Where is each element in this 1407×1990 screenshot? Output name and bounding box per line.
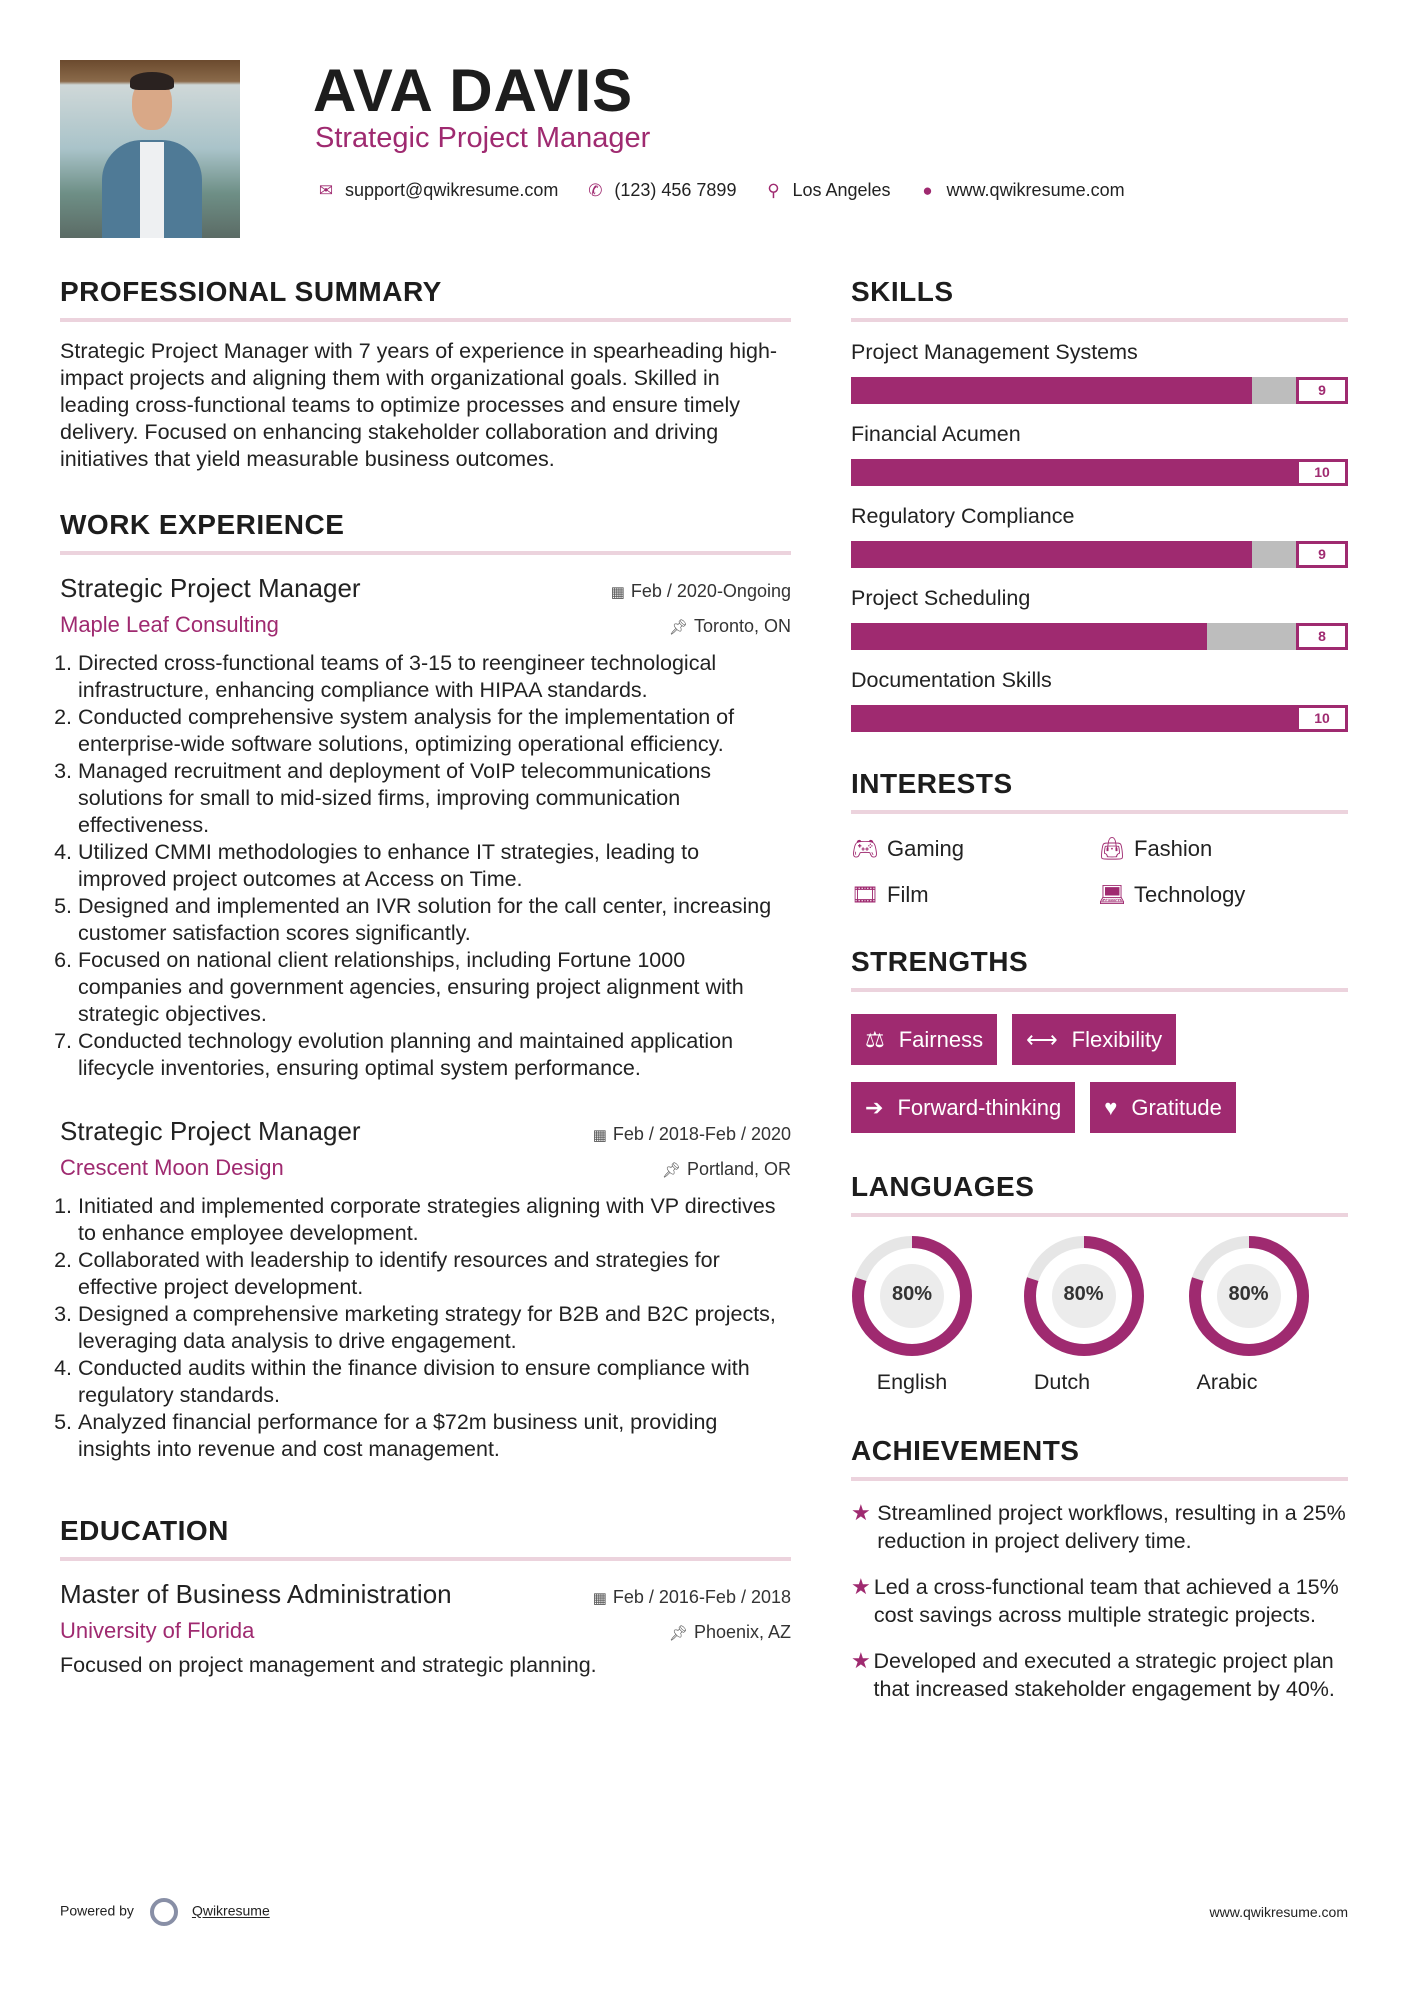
strength-label: Gratitude — [1131, 1094, 1222, 1120]
skills-heading: SKILLS — [851, 276, 1348, 322]
globe-icon: ● — [922, 180, 933, 200]
job-subheader — [60, 612, 791, 638]
job-location-wrap — [669, 616, 791, 637]
education-entry — [60, 1579, 791, 1679]
skill-value: 10 — [1296, 705, 1348, 732]
job-date-wrap — [611, 581, 791, 602]
skill-name: Financial Acumen — [851, 422, 1021, 446]
calendar-icon: ▦ — [592, 1127, 607, 1144]
education-location: Phoenix, AZ — [693, 1622, 791, 1642]
candidate-title: Strategic Project Manager — [315, 122, 651, 154]
strength-tag — [851, 1082, 1075, 1133]
skill-name: Project Scheduling — [851, 586, 1031, 610]
skill-bar-fill — [851, 459, 1348, 486]
interest-item — [1098, 882, 1348, 908]
skill-bar — [851, 623, 1326, 650]
skills-list — [851, 340, 1348, 732]
candidate-name: AVA DAVIS — [313, 57, 634, 124]
pin-icon: 📌︎ — [668, 1625, 688, 1642]
skill-bar — [851, 705, 1330, 732]
achievement-item — [851, 1499, 1348, 1555]
bullet-item: 4. Utilized CMMI methodologies to enhance IT strategies, leading to improved project outcomes at Access on Time. — [78, 839, 791, 893]
skill-value: 9 — [1296, 541, 1348, 568]
job-location-wrap — [662, 1159, 791, 1180]
interest-label: Gaming — [887, 836, 965, 861]
language-percent: 80% — [891, 1283, 933, 1305]
job-bullets — [60, 650, 791, 1082]
contact-3[interactable]: www.qwikresume.com — [946, 180, 1125, 200]
job-header — [60, 1116, 791, 1147]
languages-heading: LANGUAGES — [851, 1171, 1348, 1217]
skill-bar — [851, 459, 1330, 486]
language-percent: 80% — [1228, 1283, 1269, 1305]
skill-value: 9 — [1296, 377, 1348, 404]
language-name: English — [876, 1370, 948, 1394]
skill-bar-fill — [851, 541, 1252, 568]
language-item — [851, 1235, 1001, 1395]
strength-label: Forward-thinking — [897, 1094, 1062, 1120]
school: University of Florida — [60, 1618, 255, 1643]
job-date: Feb / 2018-Feb / 2020 — [612, 1124, 791, 1144]
bullet-item: 3. Designed a comprehensive marketing strategy for B2B and B2C projects, leveraging data analysis to drive engagement. — [78, 1301, 791, 1355]
bullet-item: 1. Directed cross-functional teams of 3-15 to reengineer technological infrastructure, enhancing compliance with HIPAA standards. — [78, 650, 791, 704]
footer — [60, 1898, 1348, 1926]
strength-label: Fairness — [898, 1026, 984, 1052]
pin-icon: 📌︎ — [661, 1162, 681, 1179]
strength-tag — [1090, 1082, 1236, 1133]
arrow-right-icon: ➔ — [865, 1094, 884, 1120]
summary-heading: PROFESSIONAL SUMMARY — [60, 276, 791, 322]
pin-icon: 📌︎ — [668, 619, 688, 636]
job-list — [60, 573, 791, 1463]
map-pin-icon: ⚲ — [767, 180, 780, 200]
qwikresume-logo-icon — [150, 1898, 178, 1926]
achievement-item — [851, 1573, 1348, 1629]
contact-row — [315, 180, 1143, 201]
strengths-heading: STRENGTHS — [851, 946, 1348, 992]
skill-bar-fill — [851, 623, 1207, 650]
summary-text: Strategic Project Manager with 7 years of experience in spearheading high-impact projects and aligning them with organizational goals. Skilled in leading cross-functional teams to optimize processes and ensure timely delivery. Focused on enhancing stakeholder collaboration and driving initiatives that yield measurable business outcomes. — [60, 339, 778, 471]
job-location: Toronto, ON — [693, 616, 791, 636]
experience-heading: WORK EXPERIENCE — [60, 509, 791, 555]
education-description: Focused on project management and strategic planning. — [60, 1653, 597, 1677]
language-item — [1166, 1235, 1331, 1395]
left-column — [60, 276, 791, 1679]
company-name: Crescent Moon Design — [60, 1155, 284, 1180]
interest-item — [1098, 836, 1348, 862]
bullet-item: 6. Focused on national client relationships, including Fortune 1000 companies and government agencies, ensuring project alignment with strategic objectives. — [78, 947, 791, 1028]
interest-item — [851, 882, 1098, 908]
degree: Master of Business Administration — [60, 1579, 452, 1609]
job-date: Feb / 2020-Ongoing — [630, 581, 791, 601]
powered-by-label: Powered by — [60, 1902, 134, 1919]
interest-label: Fashion — [1134, 836, 1213, 861]
skill-bar-fill — [851, 705, 1348, 732]
profile-photo — [60, 60, 240, 238]
interests-list — [851, 836, 1348, 908]
job-date-wrap — [593, 1124, 791, 1145]
strengths-list — [851, 1014, 1348, 1133]
contact-1: (123) 456 7899 — [614, 180, 737, 200]
skill-bar — [851, 541, 1326, 568]
language-item — [1001, 1235, 1166, 1395]
shopping-bag-icon: 👜︎ — [1098, 836, 1126, 861]
job-location: Portland, OR — [686, 1159, 791, 1179]
skill-value: 8 — [1296, 623, 1348, 650]
bullet-item: 2. Collaborated with leadership to identify resources and strategies for effective project development. — [78, 1247, 791, 1301]
balance-scale-icon: ⚖ — [865, 1026, 885, 1052]
job-title: Strategic Project Manager — [60, 1116, 361, 1146]
skill-bar-fill — [851, 377, 1252, 404]
language-name: Arabic — [1196, 1370, 1258, 1394]
job-entry — [60, 1116, 791, 1463]
film-icon: 🎞︎ — [851, 882, 879, 907]
calendar-icon: ▦ — [610, 584, 625, 601]
skill-value: 10 — [1296, 459, 1348, 486]
interests-heading: INTERESTS — [851, 768, 1348, 814]
language-percent: 80% — [1063, 1283, 1104, 1305]
job-bullets — [60, 1193, 791, 1463]
footer-website[interactable]: www.qwikresume.com — [1209, 1904, 1348, 1920]
brand-link[interactable]: Qwikresume — [191, 1902, 270, 1919]
education-date: Feb / 2016-Feb / 2018 — [612, 1587, 791, 1607]
phone-icon: ✆ — [588, 180, 603, 200]
star-icon: ★ — [851, 1500, 871, 1525]
job-subheader — [60, 1155, 791, 1181]
laptop-icon: 💻︎ — [1098, 882, 1126, 907]
achievements-list — [851, 1499, 1348, 1703]
calendar-icon: ▦ — [592, 1590, 607, 1607]
interest-label: Technology — [1134, 882, 1246, 907]
bullet-item: 2. Conducted comprehensive system analysis for the implementation of enterprise-wide software solutions, optimizing operational efficiency. — [78, 704, 791, 758]
gamepad-icon: 🎮︎ — [851, 836, 879, 861]
skill-bar — [851, 377, 1326, 404]
bullet-item: 4. Conducted audits within the finance division to ensure compliance with regulatory standards. — [78, 1355, 791, 1409]
skill-name: Documentation Skills — [851, 668, 1052, 692]
languages-list — [851, 1235, 1348, 1395]
achievements-heading: ACHIEVEMENTS — [851, 1435, 1348, 1481]
job-entry — [60, 573, 791, 1082]
arrows-horizontal-icon: ⟷ — [1026, 1026, 1058, 1052]
achievement-text: Streamlined project workflows, resulting in a 25% reduction in project delivery time. — [877, 1501, 1346, 1553]
bullet-item: 5. Designed and implemented an IVR solution for the call center, increasing customer satisfaction scores significantly. — [78, 893, 791, 947]
bullet-item: 1. Initiated and implemented corporate strategies aligning with VP directives to enhance employee development. — [78, 1193, 791, 1247]
job-title: Strategic Project Manager — [60, 573, 361, 603]
right-column — [851, 276, 1348, 1703]
strength-label: Flexibility — [1071, 1026, 1163, 1052]
education-heading: EDUCATION — [60, 1515, 791, 1561]
skill-name: Project Management Systems — [851, 340, 1138, 364]
heart-icon: ♥ — [1104, 1094, 1118, 1120]
achievement-item — [851, 1647, 1348, 1703]
bullet-item: 5. Analyzed financial performance for a $72m business unit, providing insights into revenue and cost management. — [78, 1409, 791, 1463]
star-icon: ★ — [851, 1648, 871, 1673]
language-name: Dutch — [1033, 1370, 1091, 1394]
strength-tag — [851, 1014, 997, 1065]
contact-2: Los Angeles — [792, 180, 891, 200]
job-header — [60, 573, 791, 604]
contact-0[interactable]: support@qwikresume.com — [345, 180, 559, 200]
achievement-text: Developed and executed a strategic project plan that increased stakeholder engagement by 40%. — [873, 1649, 1335, 1701]
envelope-icon: ✉ — [318, 180, 334, 200]
company-name: Maple Leaf Consulting — [60, 612, 279, 637]
interest-item — [851, 836, 1098, 862]
bullet-item: 7. Conducted technology evolution planning and maintained application lifecycle inventories, ensuring optimal system performance. — [78, 1028, 791, 1082]
strength-tag — [1012, 1014, 1176, 1065]
bullet-item: 3. Managed recruitment and deployment of VoIP telecommunications solutions for small to mid-sized firms, improving communication effectiveness. — [78, 758, 791, 839]
achievement-text: Led a cross-functional team that achieved a 15% cost savings across multiple strategic projects. — [873, 1575, 1339, 1627]
skill-name: Regulatory Compliance — [851, 504, 1075, 528]
interest-label: Film — [887, 882, 929, 907]
star-icon: ★ — [851, 1574, 871, 1599]
